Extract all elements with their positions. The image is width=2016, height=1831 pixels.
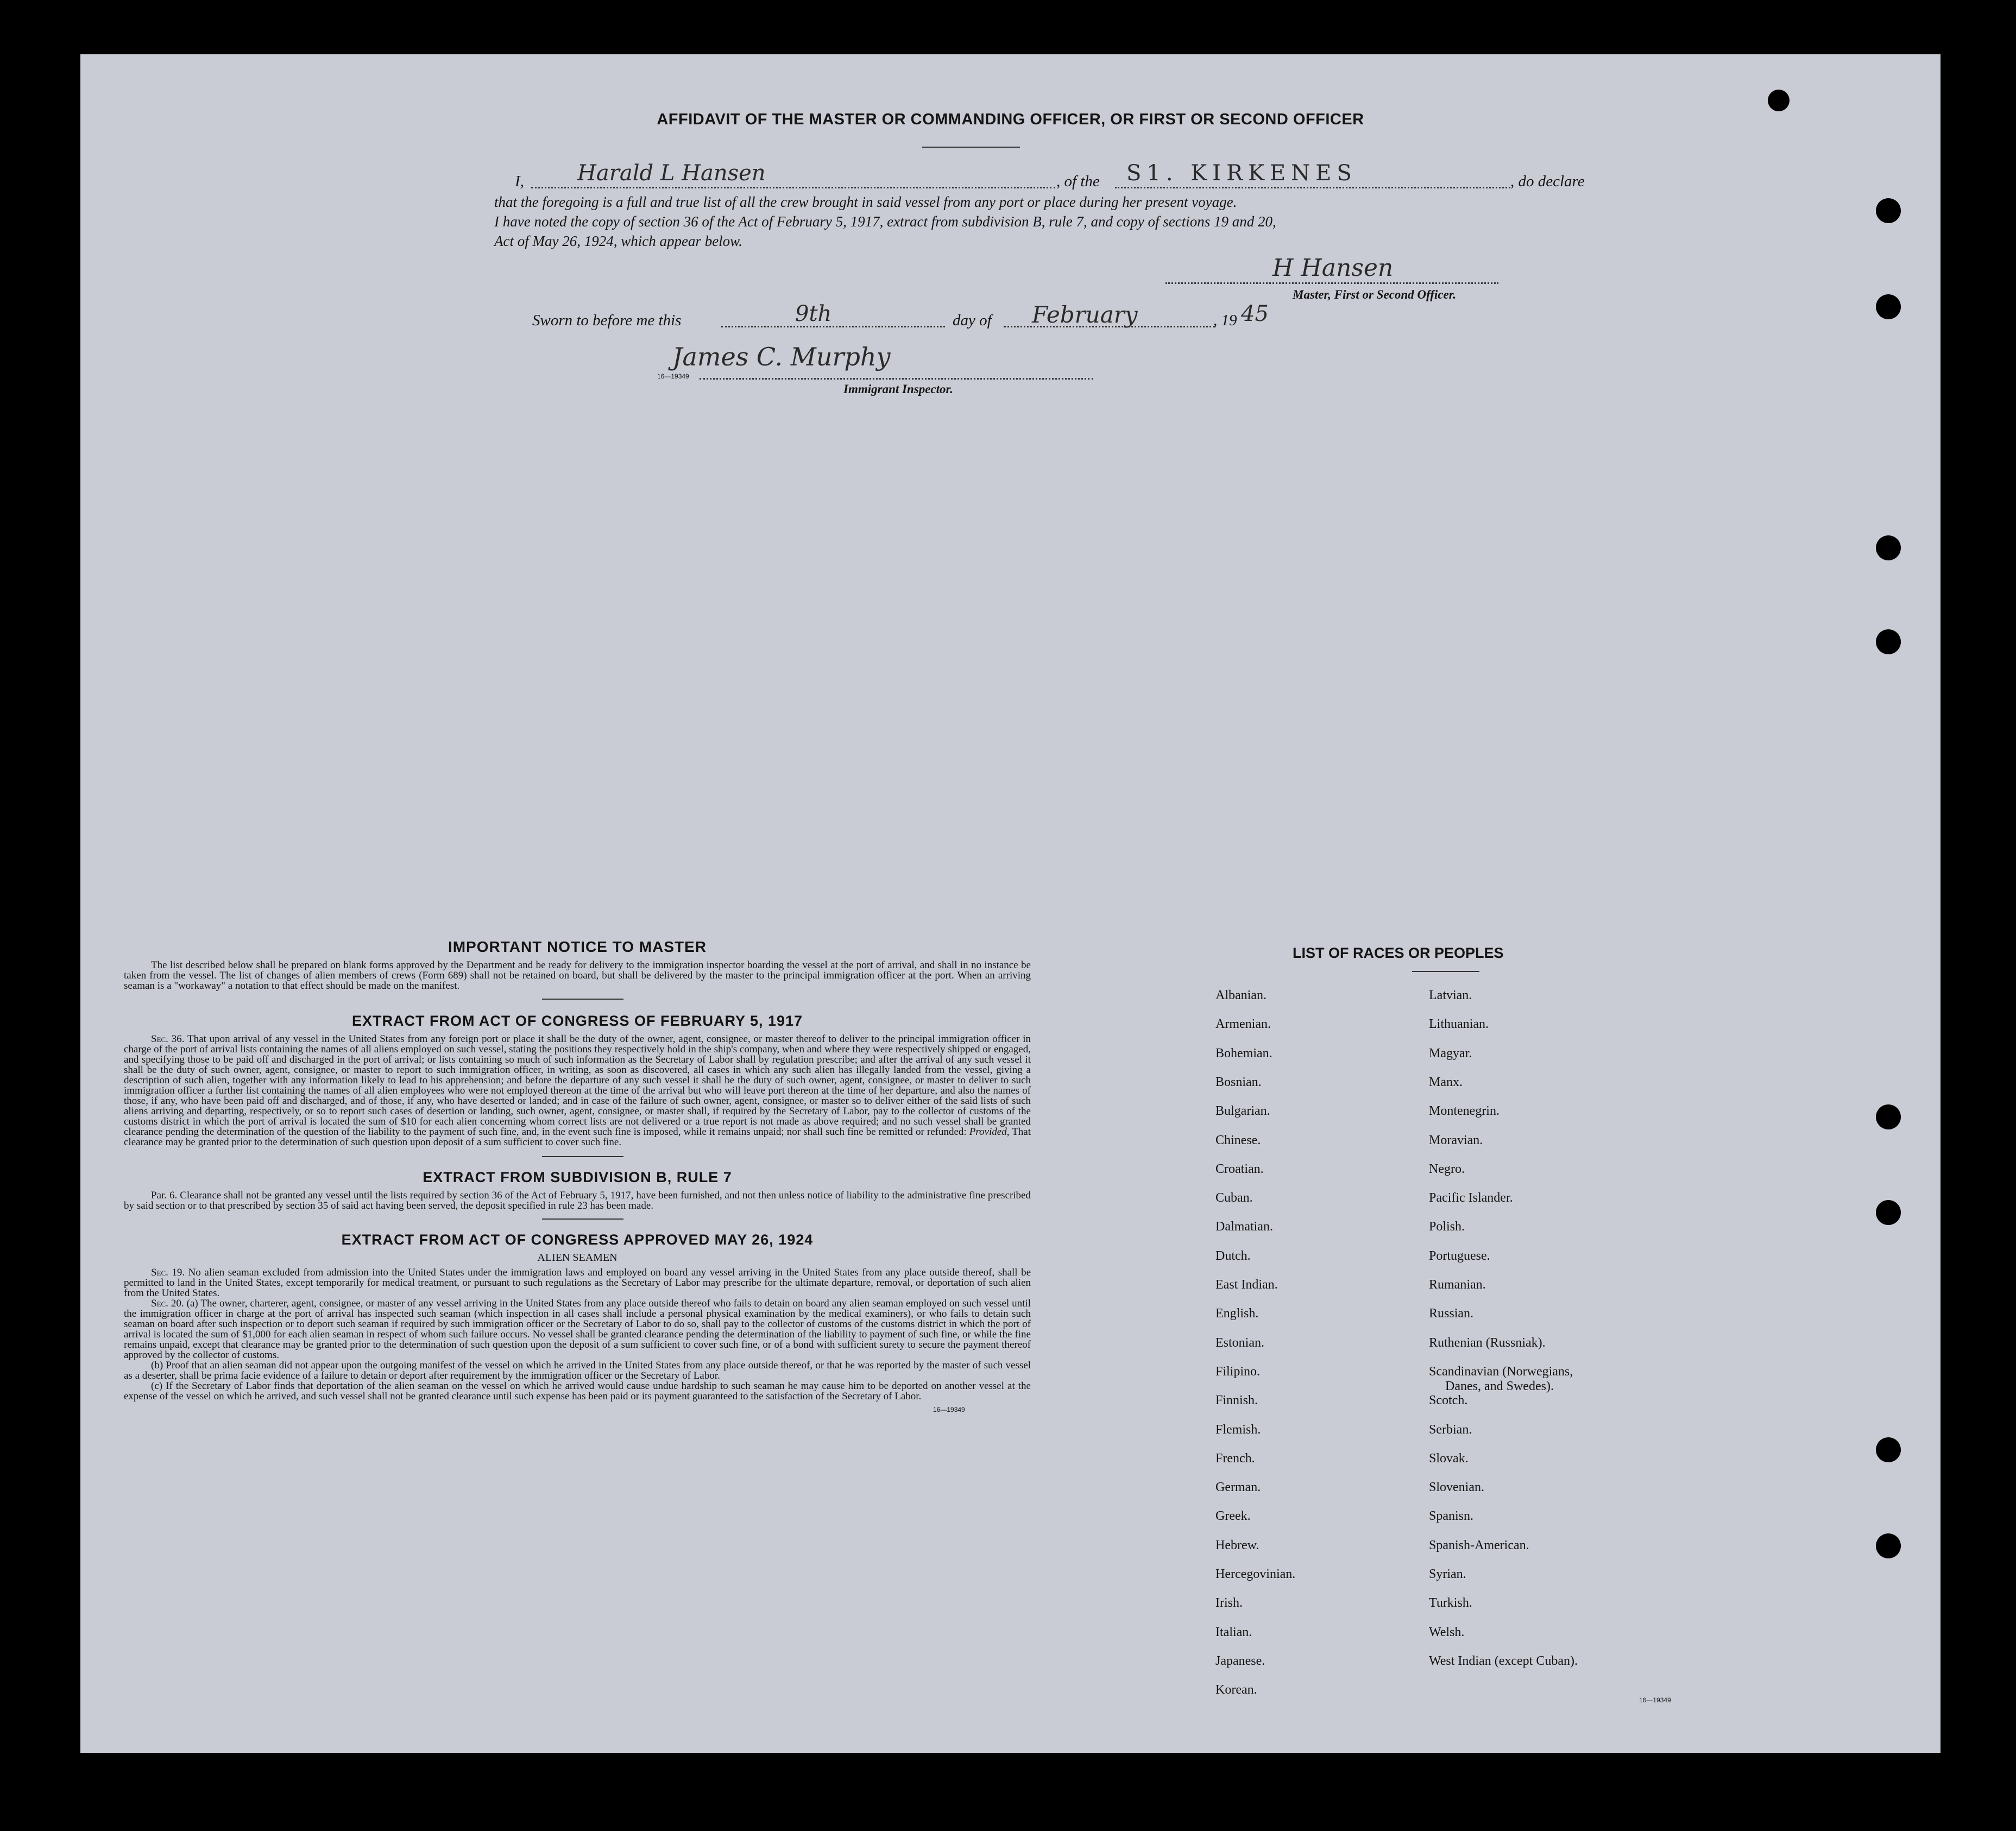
sworn-month: February (1032, 301, 1138, 328)
notice-rule (542, 999, 623, 1000)
extract-form-number: 16—19349 (933, 1406, 965, 1413)
punch-hole (1876, 1437, 1901, 1462)
sec-20a-body (124, 1298, 1031, 1360)
race-item: Japanese. (1215, 1653, 1265, 1668)
race-item: Dutch. (1215, 1248, 1251, 1263)
race-item: Greek. (1215, 1509, 1251, 1524)
sworn-label: Sworn to before me this (532, 312, 682, 329)
race-item: Negro. (1429, 1161, 1465, 1176)
sec-20a-text: (a) The owner, charterer, agent, consignee, or master of any vessel arriving in the United States from any place outside thereof who fails to detain on board any alien seaman employed on such vessel until the immigration officer in charge at the port of arrival has inspected such seaman (which inspection in all cases shall include a personal physical examination by the medical examiners), or who fails to detain such seaman on board after such inspection or to deport such seaman if required by such immigration officer or the Secretary of Labor to do so, shall pay to the collector of customs of the customs district in which the port of arrival is located the sum of $1,000 for each alien seaman in respect of whom such failure occurs. No vessel shall be granted clearance pending the determination of the liability to payment of such fine, or while the fine remains unpaid, except that clearance may be granted prior to the determination of such question upon the deposit of a sum sufficient to cover such fine, or of a bond with sufficient surety to secure the payment thereof approved by the collector of customs. (124, 1298, 1031, 1361)
sec-36-end: That clearance may be granted prior to the determination of such question upon deposit of a sum sufficient to cover such fine. (124, 1126, 1031, 1148)
punch-hole (1768, 90, 1790, 111)
race-item: Chinese. (1215, 1133, 1261, 1147)
race-item: West Indian (except Cuban). (1429, 1653, 1578, 1668)
sec-36-label: Sec. 36. (151, 1033, 185, 1045)
affidavit-line-4: Act of May 26, 1924, which appear below. (494, 233, 742, 249)
race-item: Estonian. (1215, 1335, 1264, 1350)
punch-hole (1876, 294, 1901, 319)
master-name-line (531, 187, 1055, 188)
race-item: Albanian. (1215, 988, 1267, 1002)
race-item: Finnish. (1215, 1393, 1258, 1408)
punch-hole (1876, 198, 1901, 223)
alien-seamen-subtitle: ALIEN SEAMEN (537, 1252, 618, 1264)
day-of-label: day of (953, 312, 992, 329)
form-number: 16—19349 (657, 372, 689, 380)
form-page (80, 54, 1941, 1753)
race-item: Rumanian. (1429, 1278, 1486, 1292)
sec-19-label: Sec. 19. (151, 1267, 185, 1278)
provided-word: Provided, (969, 1126, 1010, 1138)
extract-rule7-body: Par. 6. Clearance shall not be granted any vessel until the lists required by section 36 of the Act of February 5, 1917, have been furnished, and not then unless notice of liability to the administrative fine prescribed by said section or to that prescribed by section 35 of said act having been served, the deposit specified in rule 23 has been made. (124, 1190, 1031, 1211)
extract-1924-title: EXTRACT FROM ACT OF CONGRESS APPROVED MAY 26, 1924 (341, 1232, 814, 1248)
race-item: Turkish. (1429, 1596, 1472, 1611)
inspector-signature: James C. Murphy (672, 342, 891, 371)
race-item: Irish. (1215, 1596, 1243, 1611)
race-item: Polish. (1429, 1220, 1465, 1234)
notice-body: The list described below shall be prepared on blank forms approved by the Department and be ready for delivery to the immigration inspector boarding the vessel at the port of arrival, and shall in no instance be taken from the vessel. The list of changes of alien members of crews (Form 689) shall not be retained on board, but shall be delivered by the master to the principal immigration officer at the port. When an arriving seaman is a "workaway" a notation to that effect should be made on the manifest. (124, 959, 1031, 992)
race-item: Portuguese. (1429, 1248, 1490, 1263)
race-item: Lithuanian. (1429, 1017, 1489, 1032)
affidavit-line-3: I have noted the copy of section 36 of the Act of February 5, 1917, extract from subdivision B, rule 7, and copy of sections 19 and 20, (494, 213, 1276, 230)
punch-hole (1876, 629, 1901, 654)
extract-1917-rule (542, 1156, 623, 1157)
vessel-name-line (1115, 187, 1510, 188)
sec-20c-body: (c) If the Secretary of Labor finds that deportation of the alien seaman on the vessel on which he arrived would cause undue hardship to such seaman he may cause him to be deported on another vessel at the expense of the vessel on which he arrived, and such vessel shall not be granted clearance until such expense has been paid or its payment guaranteed to the satisfaction of the Secretary of Labor. (124, 1380, 1031, 1402)
punch-hole (1876, 535, 1901, 560)
race-item: Moravian. (1429, 1133, 1483, 1147)
race-item: Korean. (1215, 1683, 1257, 1697)
race-item: Armenian. (1215, 1017, 1271, 1032)
day-line (721, 326, 945, 327)
inspector-caption: Immigrant Inspector. (843, 382, 953, 396)
master-name: Harald L Hansen (577, 161, 766, 186)
race-item: Slovak. (1429, 1451, 1469, 1466)
race-item: Bohemian. (1215, 1046, 1272, 1060)
race-item: Syrian. (1429, 1567, 1466, 1581)
sworn-day: 9th (795, 301, 832, 326)
race-item: Welsh. (1429, 1625, 1465, 1639)
races-rule (1412, 971, 1479, 972)
extract-1917-title: EXTRACT FROM ACT OF CONGRESS OF FEBRUARY 5, 1917 (351, 1013, 803, 1029)
sec-20b-body: (b) Proof that an alien seaman did not appear upon the outgoing manifest of the vessel on which he arrived in the United States from any place outside thereof, or that he was reported by the master of such vessel as a deserter, shall be prima facie evidence of a failure to detain or deport after requirement by the immigration officer or the Secretary of Labor. (124, 1360, 1031, 1381)
of-the-label: , of the (1056, 173, 1100, 190)
sec-19-body (124, 1267, 1031, 1298)
races-form-number: 16—19349 (1639, 1696, 1671, 1704)
race-item: Pacific Islander. (1429, 1191, 1513, 1205)
race-item: Montenegrin. (1429, 1104, 1500, 1119)
extract-rule7-title: EXTRACT FROM SUBDIVISION B, RULE 7 (423, 1169, 732, 1185)
race-item: Magyar. (1429, 1046, 1472, 1060)
race-item: Flemish. (1215, 1422, 1261, 1437)
race-item: Hercegovinian. (1215, 1567, 1296, 1581)
extract-1917-body (124, 1034, 1031, 1147)
punch-hole (1876, 1104, 1901, 1129)
races-title: LIST OF RACES OR PEOPLES (1293, 945, 1504, 961)
race-item: Spanisn. (1429, 1509, 1474, 1524)
master-signature: H Hansen (1272, 254, 1394, 282)
race-item: German. (1215, 1480, 1261, 1495)
race-item: Spanish-American. (1429, 1538, 1529, 1552)
notice-section (124, 938, 1031, 1413)
race-item: Bulgarian. (1215, 1104, 1270, 1119)
race-item: Cuban. (1215, 1191, 1253, 1205)
race-item: East Indian. (1215, 1278, 1278, 1292)
inspector-signature-line (700, 378, 1093, 380)
race-item: Scotch. (1429, 1393, 1468, 1408)
i-label: I, (515, 173, 524, 190)
affidavit-line-2: that the foregoing is a full and true list of all the crew brought in said vessel from any port or place during her present voyage. (494, 194, 1237, 210)
race-item: Ruthenian (Russniak). (1429, 1335, 1546, 1350)
sec-20-label: Sec. 20. (151, 1298, 184, 1309)
race-item: Russian. (1429, 1306, 1474, 1321)
punch-hole (1876, 1200, 1901, 1225)
title-rule (922, 147, 1020, 148)
race-item: English. (1215, 1306, 1259, 1321)
race-item: French. (1215, 1451, 1255, 1466)
race-item: Manx. (1429, 1075, 1463, 1089)
master-signature-caption: Master, First or Second Officer. (1293, 288, 1457, 301)
race-item: Danes, and Swedes). (1445, 1379, 1554, 1394)
race-item: Latvian. (1429, 988, 1472, 1002)
notice-title: IMPORTANT NOTICE TO MASTER (448, 938, 707, 955)
race-item: Hebrew. (1215, 1538, 1259, 1552)
sec-36-text: That upon arrival of any vessel in the United States from any foreign port or place it shall be the duty of the owner, agent, consignee, or master thereof to deliver to the principal immigration officer in charge of the port of arrival lists containing the names of all aliens employed on such vessel, stating the positions they respectively hold in the ship's company, when and where they were respectively shipped or engaged, and specifying those to be paid off and discharged in the port of arrival; or lists containing so much of such information as the Secretary of Labor shall by regulation prescribe; and after the arrival of any such vessel it shall be the duty of such owner, agent, consignee, or master to report to such immigration officer, in writing, as soon as discovered, all cases in which any such alien has illegally landed from the vessel, giving a description of such alien, together with any information likely to lead to his apprehension; and before the departure of any such vessel it shall be the duty of such owner, agent, consignee, or master to deliver to such immigration officer a further list containing the names of all alien employees who were not employed thereon at the time of the arrival but who will leave port thereon at the time of her departure, and also the names of those, if any, who have been paid off and discharged, and of those, if any, who have deserted or landed; and in case of the failure of such owner, agent, consignee, or master so to deliver either of the said lists of such aliens arriving and departing, respectively, or so to report such cases of desertion or landing, such owner, agent, consignee, or master shall, if required by the Secretary of Labor, pay to the collector of customs of the customs district in which the port of arrival is located the sum of $10 for each alien concerning whom correct lists are not delivered or a true report is not made as above required; and no such vessel shall be granted clearance pending the determination of the question of the liability to the payment of such fine, and, in the event such fine is imposed, while it remains unpaid; nor shall such fine be remitted or refunded: (124, 1033, 1031, 1138)
race-item: Bosnian. (1215, 1075, 1262, 1089)
sworn-year: 45 (1241, 301, 1269, 326)
vessel-name: S1. KIRKENES (1126, 161, 1357, 186)
year-prefix: , 19 (1213, 312, 1237, 329)
race-item: Scandinavian (Norwegians, (1429, 1364, 1573, 1379)
race-item: Dalmatian. (1215, 1220, 1273, 1234)
race-item: Slovenian. (1429, 1480, 1484, 1495)
race-item: Serbian. (1429, 1422, 1472, 1437)
declare-label: , do declare (1510, 173, 1585, 190)
punch-hole (1876, 1533, 1901, 1558)
race-item: Italian. (1215, 1625, 1252, 1639)
extract-rule7-rule (542, 1218, 623, 1220)
sec-19-text: No alien seaman excluded from admission into the United States under the immigration laws and employed on board any vessel arriving in the United States from any place outside thereof, shall be permitted to land in the United States, except temporarily for medical treatment, or pursuant to such regulations as the Secretary of Labor may prescribe for the ultimate departure, removal, or deportation of such alien from the United States. (124, 1267, 1031, 1299)
race-item: Filipino. (1215, 1364, 1261, 1379)
affidavit-title: AFFIDAVIT OF THE MASTER OR COMMANDING OFFICER, OR FIRST OR SECOND OFFICER (657, 111, 1364, 128)
master-signature-line (1166, 282, 1498, 284)
race-item: Croatian. (1215, 1161, 1264, 1176)
